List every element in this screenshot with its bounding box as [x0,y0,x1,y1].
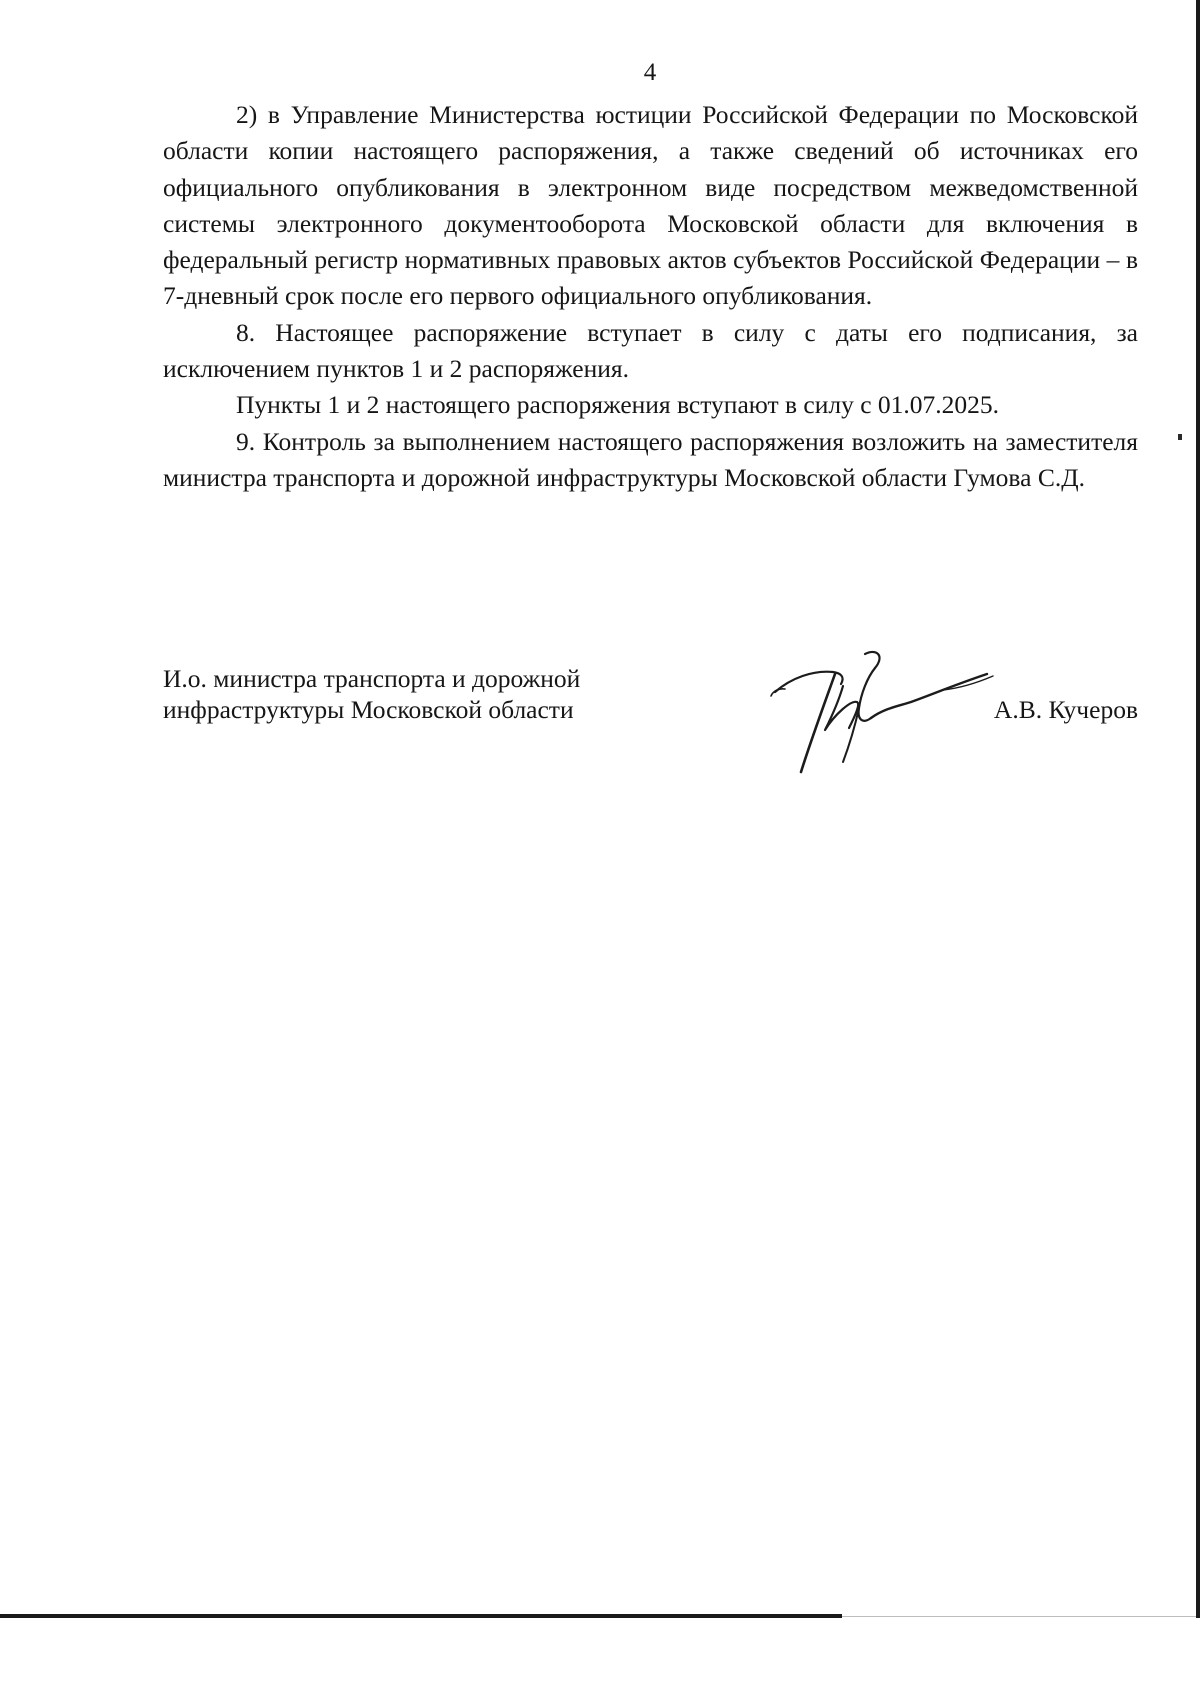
document-body [163,97,1138,496]
paragraph-item-2-notification: 2) в Управление Министерства юстиции Российской Федерации по Московской области копии настоящего распоряжения, а также сведений об источниках его официального опубликования в электронном виде посредством межведомственной системы электронного документооборота Московской области для включения в федеральный регистр нормативных правовых актов субъектов Российской Федерации – в 7-дневный срок после его первого официального опубликования. [163,100,1138,311]
signer-position-line-1: И.о. министра транспорта и дорожной [163,664,581,693]
paragraph-item-8-effective-date: 8. Настоящее распоряжение вступает в силу с даты его подписания, за исключением пунктов 1 и 2 распоряжения. [163,317,1138,384]
scan-border-bottom [0,1614,842,1618]
handwritten-signature [761,644,1001,779]
paragraph-items-1-2-effective-date: Пункты 1 и 2 настоящего распоряжения вступают в силу с 01.07.2025. [236,390,1000,420]
scan-border-bottom-faint [842,1616,1200,1617]
signer-position [163,663,683,725]
scan-speck [1178,434,1182,440]
signer-name: А.В. Кучеров [993,695,1138,724]
scan-border-right [1196,0,1200,1618]
signature-block [163,663,1138,783]
signer-position-line-2: инфраструктуры Московской области [163,695,574,724]
page-number: 4 [643,59,657,86]
paragraph-item-9-control: 9. Контроль за выполнением настоящего распоряжения возложить на заместителя министра транспорта и дорожной инфраструктуры Московской области Гумова С.Д. [163,426,1138,492]
